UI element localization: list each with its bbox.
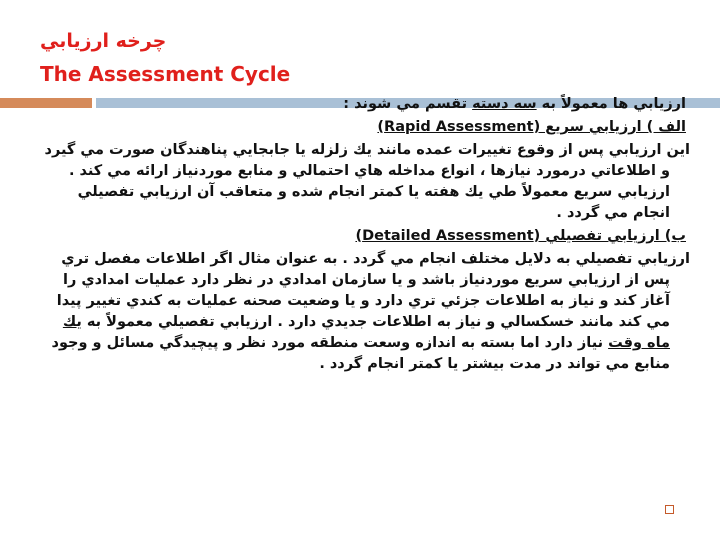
intro-underlined: سه دسته [472, 96, 537, 112]
slide-title-english: The Assessment Cycle [40, 62, 291, 86]
rapid-assessment-text: اين ارزيابي پس از وقوع تغييرات عمده مانند يك زلزله يا جابجايي پناهندگان صورت مي گيرد و اطلاعاتي درمورد نيازها ، انواع مداخله هاي احتمالي و منابع موردنياز ارائه مي كند . ارزيابي سريع معمولاً طي يك هفته يا كمتر انجام شده و متعاقب آن ارزيابي تفصيلي انجام مي گردد . [44, 142, 690, 221]
detailed-text-before: ارزيابي تفصيلي به دلايل مختلف انجام مي گردد . به عنوان مثال اگر اطلاعات مفصل تري پس از ارزيابي سريع موردنياز باشد و يا سازمان امدادي در نظر دارد عمليات امدادي را آغاز كند و نياز به اطلاعات جزئي تري دارد و يا وضعيت صحنه عمليات به كندي تغيير پيدا مي كند مانند خسكسالي و نياز به اطلاعات جديدي دارد . ارزيابي تفصيلي معمولاً به [56, 251, 690, 330]
detailed-assessment-heading: ب) ارزيابي تفصيلي (Detailed Assessment) [355, 228, 686, 244]
detailed-text-after: نياز دارد اما بسته به اندازه وسعت منطقه مورد نظر و پيچيدگي مسائل و وجود منابع مي تواند در مدت بيشتر يا كمتر انجام گردد . [51, 335, 670, 372]
rapid-assessment-heading: الف ) ارزيابي سريع (Rapid Assessment) [377, 119, 686, 135]
intro-text-after: تقسم مي شوند : [343, 96, 473, 112]
detailed-assessment-text [40, 249, 690, 375]
slide-title-persian: چرخه ارزيابي [40, 30, 167, 52]
detailed-text-underlined: يك ماه وقت [62, 314, 670, 351]
bullet-square-icon [665, 505, 674, 514]
intro-line [40, 94, 686, 115]
intro-text-before: ارزيابي ها معمولاً به [536, 96, 686, 112]
slide-body [40, 94, 690, 375]
